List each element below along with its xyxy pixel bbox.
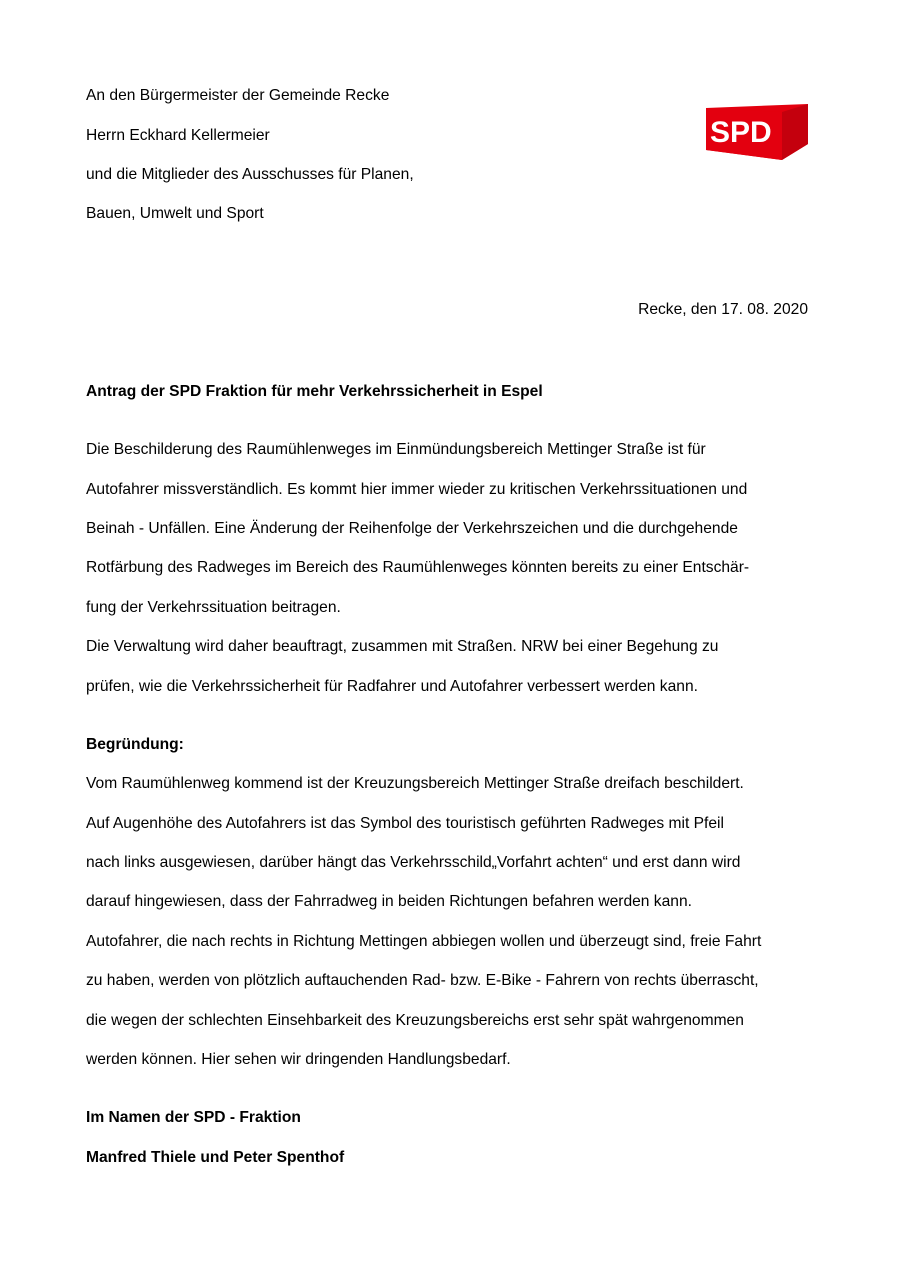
- paragraph2-line: Vom Raumühlenweg kommend ist der Kreuzungsbereich Mettinger Straße dreifach beschildert.: [86, 775, 744, 792]
- paragraph2-line: darauf hingewiesen, dass der Fahrradweg in beiden Richtungen befahren werden kann.: [86, 893, 692, 910]
- letter-date: Recke, den 17. 08. 2020: [638, 301, 808, 318]
- logo-text: SPD: [710, 116, 772, 149]
- paragraph1-line: prüfen, wie die Verkehrssicherheit für Radfahrer und Autofahrer verbessert werden kann.: [86, 678, 698, 695]
- document-title: Antrag der SPD Fraktion für mehr Verkehrssicherheit in Espel: [86, 383, 543, 400]
- paragraph1-line: Die Verwaltung wird daher beauftragt, zusammen mit Straßen. NRW bei einer Begehung zu: [86, 638, 719, 655]
- logo-side: [782, 104, 808, 160]
- paragraph1-line: Beinah - Unfällen. Eine Änderung der Reihenfolge der Verkehrszeichen und die durchgehende: [86, 520, 738, 537]
- paragraph2-line: die wegen der schlechten Einsehbarkeit des Kreuzungsbereichs erst sehr spät wahrgenommen: [86, 1012, 744, 1029]
- paragraph1-line: Autofahrer missverständlich. Es kommt hier immer wieder zu kritischen Verkehrssituationen und: [86, 481, 748, 498]
- paragraph1-line: Die Beschilderung des Raumühlenweges im Einmündungsbereich Mettinger Straße ist für: [86, 441, 706, 458]
- paragraph2-line: zu haben, werden von plötzlich auftauchenden Rad- bzw. E-Bike - Fahrern von rechts überrascht,: [86, 972, 759, 989]
- spd-logo: [700, 104, 812, 162]
- paragraph2-line: nach links ausgewiesen, darüber hängt das Verkehrsschild„Vorfahrt achten“ und erst dann wird: [86, 854, 741, 871]
- paragraph2-line: Autofahrer, die nach rechts in Richtung Mettingen abbiegen wollen und überzeugt sind, freie Fahrt: [86, 933, 762, 950]
- paragraph1-line: fung der Verkehrssituation beitragen.: [86, 599, 341, 616]
- address-line-2: Herrn Eckhard Kellermeier: [86, 127, 270, 144]
- paragraph1-line: Rotfärbung des Radweges im Bereich des Raumühlenweges könnten bereits zu einer Entschär-: [86, 559, 750, 576]
- paragraph2-line: Auf Augenhöhe des Autofahrers ist das Symbol des touristisch geführten Radweges mit Pfeil: [86, 815, 724, 832]
- signature-line-1: Im Namen der SPD - Fraktion: [86, 1109, 301, 1126]
- address-line-4: Bauen, Umwelt und Sport: [86, 205, 264, 222]
- address-line-3: und die Mitglieder des Ausschusses für Planen,: [86, 166, 414, 183]
- address-line-1: An den Bürgermeister der Gemeinde Recke: [86, 87, 390, 104]
- signature-line-2: Manfred Thiele und Peter Spenthof: [86, 1149, 345, 1166]
- paragraph2-line: werden können. Hier sehen wir dringenden Handlungsbedarf.: [86, 1051, 511, 1068]
- reason-heading: Begründung:: [86, 736, 184, 753]
